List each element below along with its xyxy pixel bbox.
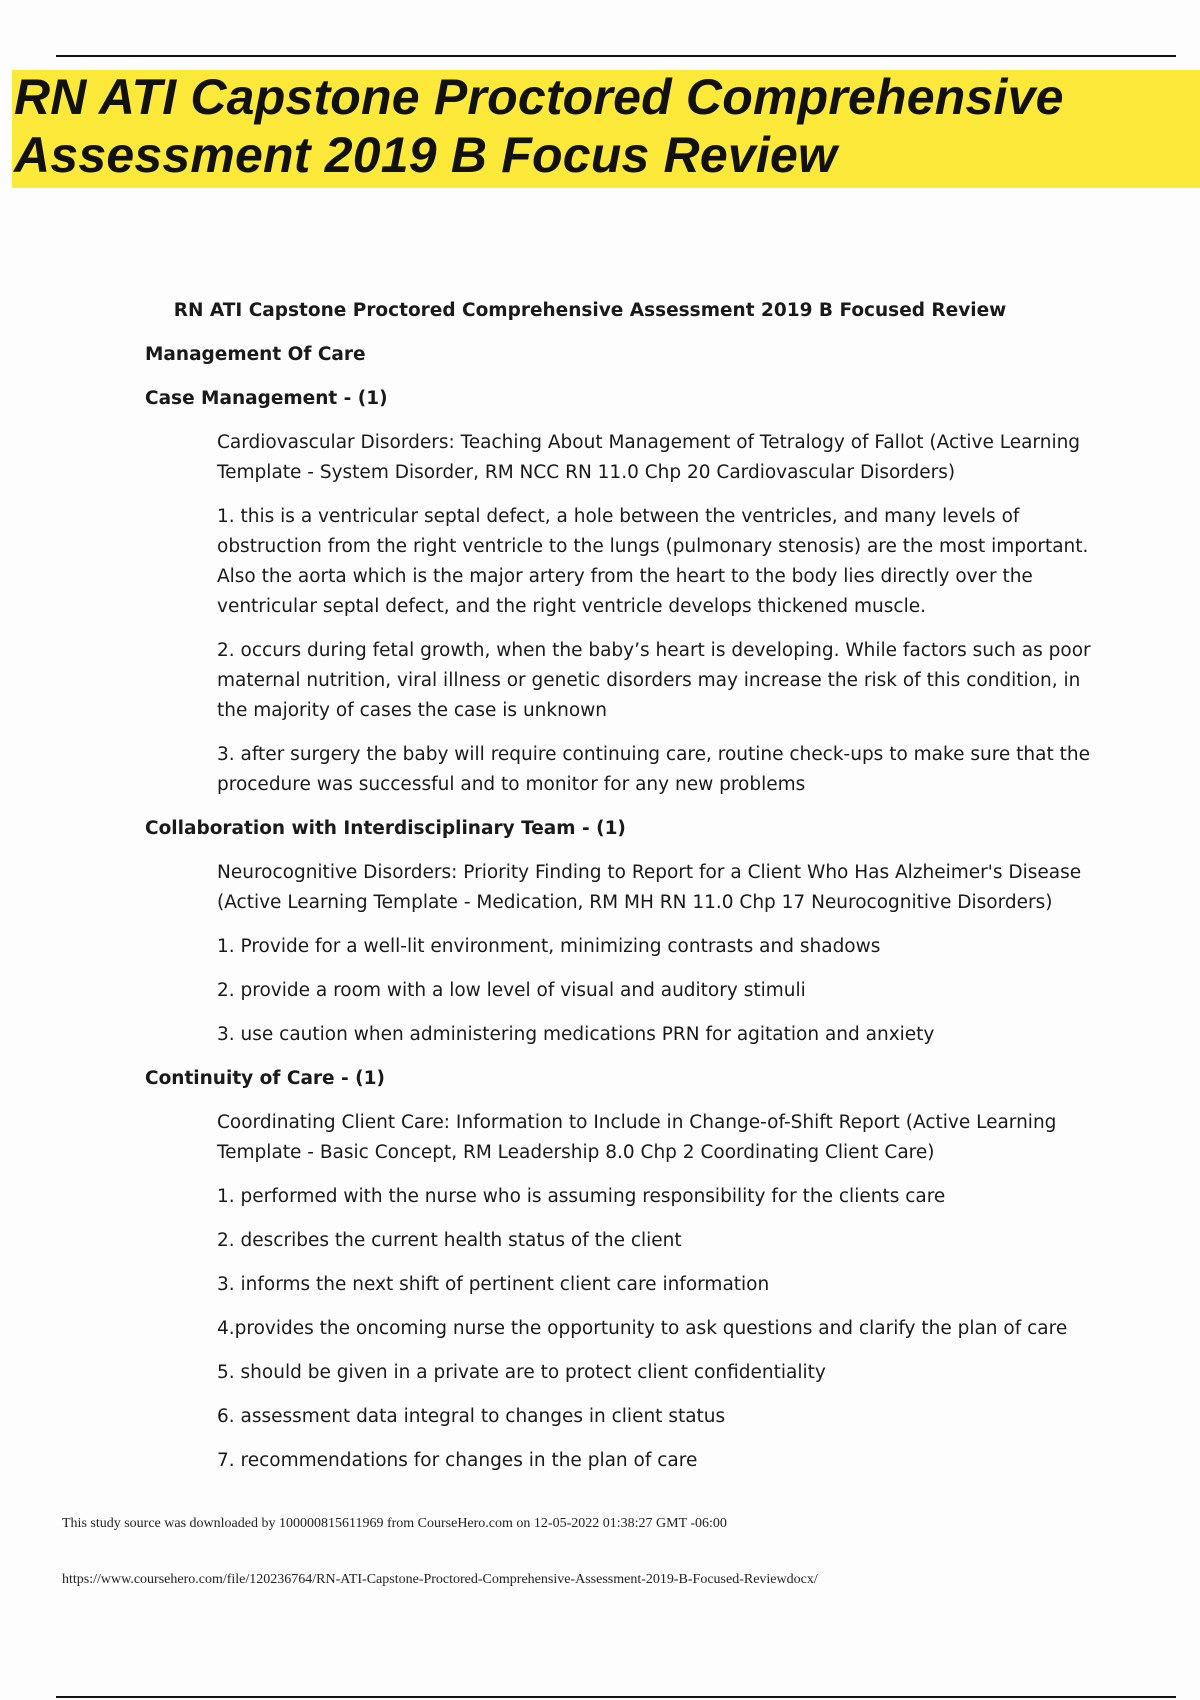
source-url: https://www.coursehero.com/file/120236764/RN-ATI-Capstone-Proctored-Comprehensive-Assessment-2019-B-Focused-Reviewdocx/ xyxy=(62,1572,818,1587)
list-item: 1. Provide for a well-lit environment, minimizing contrasts and shadows xyxy=(217,936,881,957)
section-title: Continuity of Care - (1) xyxy=(145,1068,385,1089)
list-item: 3. after surgery the baby will require continuing care, routine check-ups to make sure that the procedure was successful and to monitor for any new problems xyxy=(217,744,1090,795)
document-body xyxy=(145,296,1095,1490)
bottom-rule xyxy=(56,1696,1176,1698)
list-item: 5. should be given in a private are to protect client confidentiality xyxy=(217,1362,826,1383)
banner-title: RN ATI Capstone Proctored Comprehensive Assessment 2019 B Focus Review xyxy=(14,69,1064,183)
topic-item: Neurocognitive Disorders: Priority Finding to Report for a Client Who Has Alzheimer's Disease (Active Learning Template - Medication, RM MH RN 11.0 Chp 17 Neurocognitive Disorders) xyxy=(217,862,1082,913)
list-item: 2. provide a room with a low level of visual and auditory stimuli xyxy=(217,980,806,1001)
list-item: 4.provides the oncoming nurse the opportunity to ask questions and clarify the plan of care xyxy=(217,1318,1068,1339)
section-title: Case Management - (1) xyxy=(145,388,388,409)
top-rule xyxy=(56,55,1176,57)
section-title: Collaboration with Interdisciplinary Team - (1) xyxy=(145,818,626,839)
list-item: 3. informs the next shift of pertinent client care information xyxy=(217,1274,770,1295)
list-item: 1. performed with the nurse who is assuming responsibility for the clients care xyxy=(217,1186,946,1207)
document-heading: RN ATI Capstone Proctored Comprehensive Assessment 2019 B Focused Review xyxy=(173,300,1007,321)
list-item: 3. use caution when administering medications PRN for agitation and anxiety xyxy=(217,1024,935,1045)
list-item: 2. occurs during fetal growth, when the baby’s heart is developing. While factors such as poor maternal nutrition, viral illness or genetic disorders may increase the risk of this condition, in the majority of cases the case is unknown xyxy=(217,640,1091,721)
list-item: 1. this is a ventricular septal defect, a hole between the ventricles, and many levels of obstruction from the right ventricle to the lungs (pulmonary stenosis) are the most important. Also the aorta which is the major artery from the heart to the body lies directly over the ventricular septal defect, and the right ventricle develops thickened muscle. xyxy=(217,506,1089,617)
list-item: 6. assessment data integral to changes in client status xyxy=(217,1406,726,1427)
list-item: 2. describes the current health status of the client xyxy=(217,1230,682,1251)
category-title: Management Of Care xyxy=(145,344,366,365)
download-note: This study source was downloaded by 100000815611969 from CourseHero.com on 12-05-2022 01:38:27 GMT -06:00 xyxy=(62,1516,727,1531)
list-item: 7. recommendations for changes in the plan of care xyxy=(217,1450,698,1471)
topic-item: Cardiovascular Disorders: Teaching About Management of Tetralogy of Fallot (Active Learning Template - System Disorder, RM NCC RN 11.0 Chp 20 Cardiovascular Disorders) xyxy=(217,432,1081,483)
topic-item: Coordinating Client Care: Information to Include in Change-of-Shift Report (Active Learning Template - Basic Concept, RM Leadership 8.0 Chp 2 Coordinating Client Care) xyxy=(217,1112,1057,1163)
